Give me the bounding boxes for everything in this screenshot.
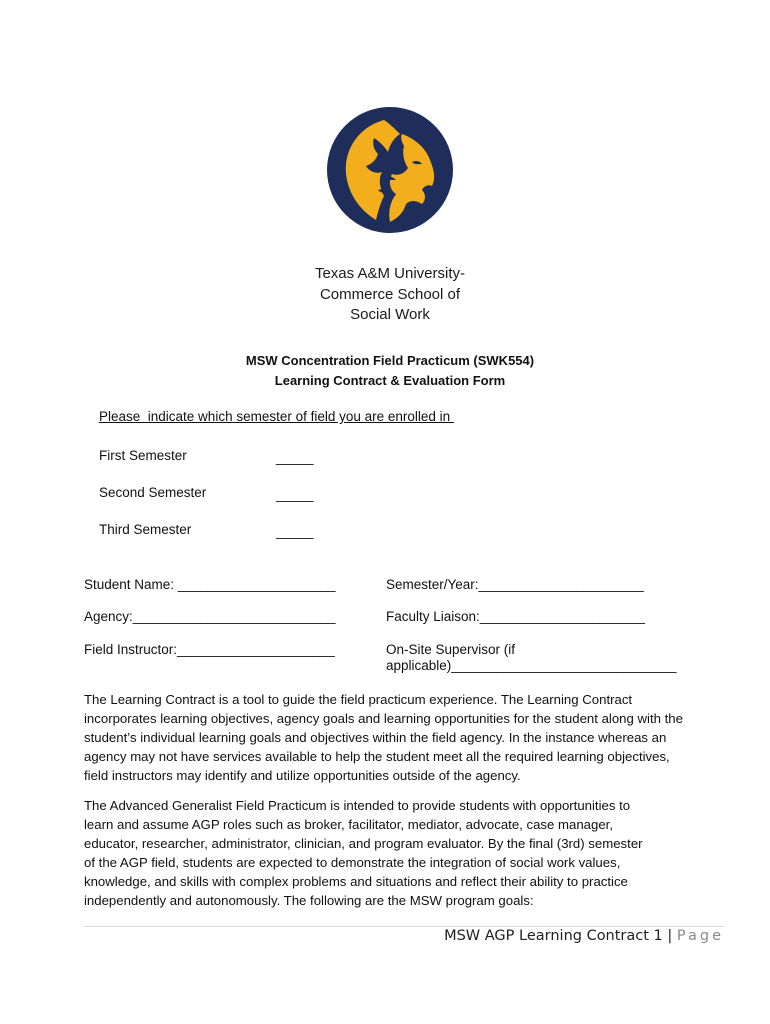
paragraph-line: educator, researcher, administrator, clinician, and program evaluator. By the final (3rd) semester bbox=[84, 836, 643, 851]
second-semester-blank[interactable]: _____ bbox=[276, 487, 314, 502]
lion-logo-icon bbox=[326, 104, 454, 236]
paragraph-line: The Learning Contract is a tool to guide the field practicum experience. The Learning Contract bbox=[84, 692, 633, 707]
organization-name bbox=[240, 264, 540, 326]
paragraph-line: learn and assume AGP roles such as broker, facilitator, mediator, advocate, case manager, bbox=[84, 817, 614, 832]
form-subtitle-line: Learning Contract & Evaluation Form bbox=[274, 373, 506, 388]
footer-page-word: Page bbox=[676, 928, 724, 944]
form-title bbox=[180, 351, 600, 391]
paragraph-line: independently and autonomously. The following are the MSW program goals: bbox=[84, 893, 534, 908]
agp-paragraph bbox=[84, 796, 724, 910]
page-footer bbox=[444, 928, 724, 944]
second-semester-label: Second Semester bbox=[99, 485, 207, 500]
student-name-field[interactable]: Student Name: _____________________ bbox=[84, 577, 336, 592]
paragraph-line: field instructors may identify and utilize opportunities outside of the agency. bbox=[84, 768, 521, 783]
footer-separator: | bbox=[667, 928, 673, 944]
paragraph-line: The Advanced Generalist Field Practicum is intended to provide students with opportunities to bbox=[84, 798, 631, 813]
semester-year-field[interactable]: Semester/Year:______________________ bbox=[386, 577, 644, 592]
footer-doc-label: MSW AGP Learning Contract 1 bbox=[444, 928, 663, 944]
footer-divider bbox=[84, 926, 724, 927]
paragraph-line: knowledge, and skills with complex problems and situations and reflect their ability to practice bbox=[84, 874, 628, 889]
form-title-line: MSW Concentration Field Practicum (SWK554) bbox=[245, 353, 535, 368]
semester-prompt: Please indicate which semester of field you are enrolled in bbox=[99, 409, 454, 424]
org-line: Commerce School of bbox=[319, 285, 461, 303]
paragraph-line: of the AGP field, students are expected to demonstrate the integration of social work values, bbox=[84, 855, 621, 870]
first-semester-blank[interactable]: _____ bbox=[276, 450, 314, 465]
paragraph-line: student’s individual learning goals and objectives within the field agency. In the instance whereas an bbox=[84, 730, 667, 745]
onsite-supervisor-field[interactable]: On-Site Supervisor (if applicable)______________________________ bbox=[386, 642, 677, 673]
first-semester-label: First Semester bbox=[99, 448, 187, 463]
paragraph-line: incorporates learning objectives, agency goals and learning opportunities for the student along with the bbox=[84, 711, 683, 726]
paragraph-line: agency may not have services available to help the student meet all the required learning objectives, bbox=[84, 749, 670, 764]
field-instructor-field[interactable]: Field Instructor:_____________________ bbox=[84, 642, 335, 657]
org-line: Social Work bbox=[350, 306, 430, 323]
org-line: Texas A&M University- bbox=[314, 265, 466, 282]
third-semester-label: Third Semester bbox=[99, 522, 192, 537]
learning-contract-paragraph bbox=[84, 690, 724, 785]
faculty-liaison-field[interactable]: Faculty Liaison:______________________ bbox=[386, 609, 645, 624]
agency-field[interactable]: Agency:___________________________ bbox=[84, 609, 336, 624]
third-semester-blank[interactable]: _____ bbox=[276, 524, 314, 539]
